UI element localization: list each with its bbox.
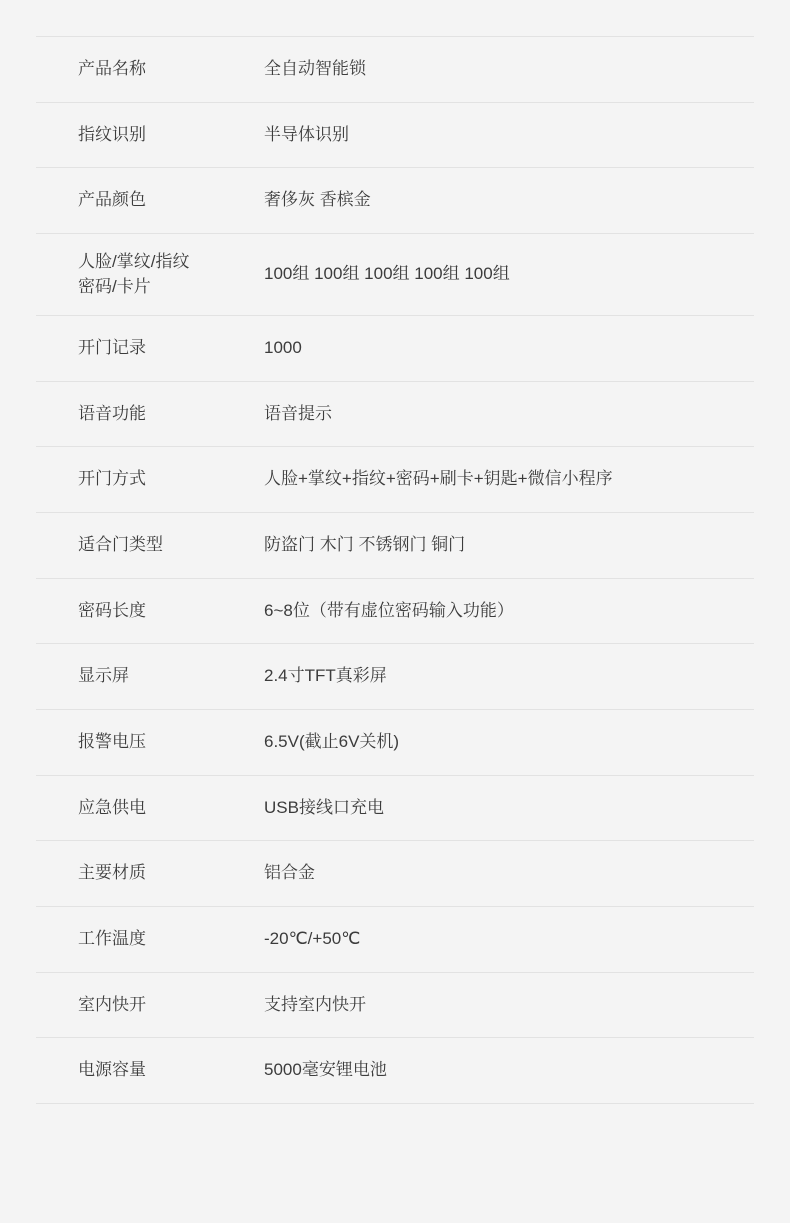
table-row xyxy=(36,233,754,315)
spec-value: -20℃/+50℃ xyxy=(264,928,361,948)
spec-value: 人脸+掌纹+指纹+密码+刷卡+钥匙+微信小程序 xyxy=(264,469,613,489)
spec-value: USB接线口充电 xyxy=(264,797,384,817)
spec-label: 开门方式 xyxy=(78,469,146,489)
spec-label-line-2: 密码/卡片 xyxy=(78,276,151,296)
spec-value: 5000毫安锂电池 xyxy=(264,1060,387,1080)
spec-table xyxy=(36,36,754,1104)
spec-value: 6~8位（带有虚位密码输入功能） xyxy=(264,600,514,620)
spec-label: 室内快开 xyxy=(78,994,146,1014)
table-row xyxy=(36,102,754,168)
spec-value: 100组 100组 100组 100组 100组 xyxy=(264,264,510,284)
spec-label: 指纹识别 xyxy=(78,124,146,144)
spec-label: 工作温度 xyxy=(78,928,146,948)
spec-value: 铝合金 xyxy=(264,863,315,883)
spec-label: 应急供电 xyxy=(78,797,146,817)
spec-label: 产品名称 xyxy=(78,59,146,78)
table-row xyxy=(36,168,754,234)
spec-label: 密码长度 xyxy=(78,600,146,620)
table-row xyxy=(36,37,754,103)
table-row xyxy=(36,316,754,382)
table-row xyxy=(36,513,754,579)
spec-value: 6.5V(截止6V关机) xyxy=(264,732,400,752)
spec-value: 2.4寸TFT真彩屏 xyxy=(264,666,387,686)
spec-value: 1000 xyxy=(264,338,302,358)
table-row xyxy=(36,644,754,710)
table-row xyxy=(36,841,754,907)
spec-value: 支持室内快开 xyxy=(264,994,366,1014)
table-row xyxy=(36,906,754,972)
table-row xyxy=(36,710,754,776)
spec-label: 语音功能 xyxy=(78,403,146,423)
spec-label-line-1: 人脸/掌纹/指纹 xyxy=(78,251,190,271)
table-row xyxy=(36,972,754,1038)
spec-label: 报警电压 xyxy=(78,732,146,752)
table-row xyxy=(36,775,754,841)
table-row xyxy=(36,381,754,447)
spec-value: 语音提示 xyxy=(264,403,332,423)
spec-label xyxy=(36,233,264,315)
table-row xyxy=(36,578,754,644)
spec-value: 半导体识别 xyxy=(264,124,349,144)
spec-label: 适合门类型 xyxy=(78,535,163,555)
spec-label: 主要材质 xyxy=(78,863,146,883)
spec-value: 防盗门 木门 不锈钢门 铜门 xyxy=(264,535,466,555)
spec-label: 开门记录 xyxy=(78,338,146,358)
spec-label: 电源容量 xyxy=(78,1060,146,1080)
spec-value: 奢侈灰 香槟金 xyxy=(264,190,371,210)
table-row xyxy=(36,447,754,513)
spec-label: 产品颜色 xyxy=(78,190,146,210)
table-row xyxy=(36,1038,754,1104)
spec-value: 全自动智能锁 xyxy=(264,59,366,78)
spec-label: 显示屏 xyxy=(78,666,129,686)
